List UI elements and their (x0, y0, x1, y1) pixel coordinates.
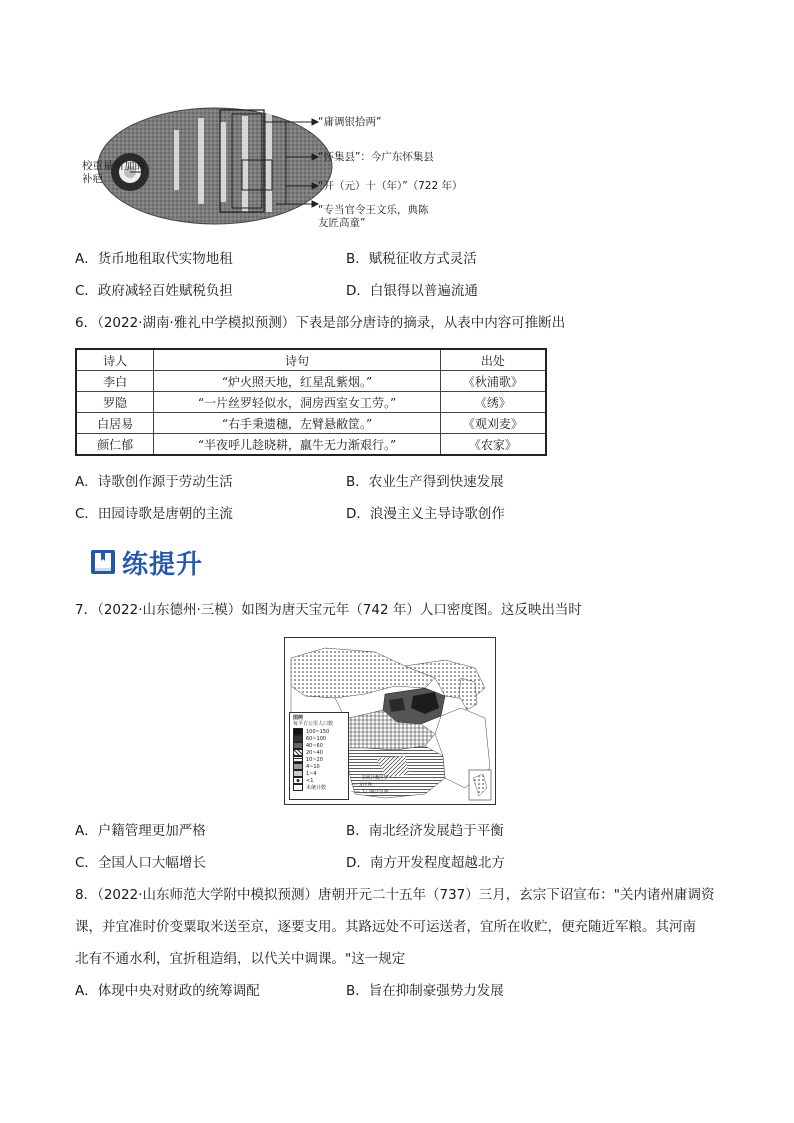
boundary-legend-3: —— 人口统计区界 (351, 790, 389, 795)
q8-option-b[interactable]: B．旨在抑制豪强势力发展 (346, 983, 504, 999)
cell-poet: 罗隐 (76, 392, 154, 413)
q6-option-c[interactable]: C．田园诗歌是唐朝的主流 (75, 506, 233, 522)
cell-source: 《秋浦歌》 (440, 371, 546, 392)
header-poet: 诗人 (76, 349, 154, 371)
q6-stem: 6．（2022·湖南·雅礼中学模拟预测）下表是部分唐诗的摘录，从表中内容可推断出 (75, 315, 566, 331)
legend-item (293, 742, 323, 749)
table-row (76, 434, 546, 456)
population-density-map (284, 637, 496, 805)
annotation-tax-silver: “庸调银拾两” (318, 116, 382, 128)
boundary-label: 分区界 (358, 783, 373, 788)
legend-swatch (293, 749, 303, 756)
q5-option-d[interactable]: D．白银得以普遍流通 (346, 283, 478, 299)
cell-poet: 白居易 (76, 413, 154, 434)
legend-label: 1~4 (306, 770, 317, 777)
legend-item (293, 763, 320, 770)
q5-option-c[interactable]: C．政府减轻百姓赋税负担 (75, 283, 233, 299)
poem-table (75, 348, 547, 456)
legend-label: <1 (306, 777, 314, 784)
cell-source: 《农家》 (440, 434, 546, 456)
section-title: 练提升 (122, 549, 204, 580)
q5-option-b[interactable]: B．赋税征收方式灵活 (346, 251, 477, 267)
cell-verse: “炉火照天地，红星乱紫烟。” (154, 371, 441, 392)
legend-item (293, 784, 326, 791)
legend-label: 40~60 (306, 742, 323, 749)
q7-option-d[interactable]: D．南方开发程度超越北方 (346, 855, 505, 871)
table-header-row (76, 349, 546, 371)
legend-label: 60~100 (306, 735, 327, 742)
silver-ingot-figure (80, 100, 500, 240)
header-source: 出处 (440, 349, 546, 371)
annotation-county: “怀集县”：今广东怀集县 (318, 151, 434, 163)
legend-item (293, 770, 317, 777)
q8-stem-line3: 北有不通水利，宜折租造绢，以代关中调课。"这一规定 (75, 951, 406, 967)
legend-item (293, 749, 323, 756)
legend-subtitle: 每平方公里人口数 (293, 721, 334, 727)
cell-source: 《观刈麦》 (440, 413, 546, 434)
section-header (90, 544, 203, 580)
legend-swatch (293, 756, 303, 763)
annotation-officials (318, 204, 428, 230)
legend-swatch (293, 777, 303, 784)
map-legend (289, 712, 349, 800)
q8-option-a[interactable]: A．体现中央对财政的统筹调配 (75, 983, 260, 999)
legend-label: 100~150 (306, 728, 330, 735)
q7-option-b[interactable]: B．南北经济发展趋于平衡 (346, 823, 504, 839)
legend-swatch (293, 742, 303, 749)
cell-source: 《绣》 (440, 392, 546, 413)
q7-stem: 7．（2022·山东德州·三模）如图为唐天宝元年（742 年）人口密度图。这反映出当时 (75, 602, 582, 618)
cell-verse: “一片丝罗轻似水，洞房西室女工劳。” (154, 392, 441, 413)
q5-option-a[interactable]: A．货币地租取代实物地租 (75, 251, 233, 267)
header-verse: 诗句 (154, 349, 441, 371)
legend-label: 未统计数 (306, 784, 327, 791)
legend-item (293, 756, 323, 763)
cell-verse: “半夜呼儿趁晓耕，羸牛无力渐艰行。” (154, 434, 441, 456)
legend-label: 4~10 (306, 763, 320, 770)
cell-poet: 李白 (76, 371, 154, 392)
legend-item (293, 735, 326, 742)
boundary-legend-2: -·-· 分区界 (351, 783, 373, 788)
legend-swatch (293, 763, 303, 770)
book-icon (90, 549, 116, 575)
annotation-officials-line2: 友匠高童” (318, 217, 366, 229)
table-row (76, 371, 546, 392)
legend-label: 20~40 (306, 749, 323, 756)
annotation-year: “开（元）十（年）”（722 年） (318, 180, 463, 192)
table-row (76, 392, 546, 413)
annotation-officials-line1: “专当官令王文乐，典陈 (318, 204, 429, 216)
annotation-patch-line1: 校重量所加的 (82, 160, 145, 172)
q7-option-a[interactable]: A．户籍管理更加严格 (75, 823, 206, 839)
q6-option-d[interactable]: D．浪漫主义主导诗歌创作 (346, 506, 505, 522)
annotation-patch-line2: 补疤 (82, 173, 103, 185)
table-row (76, 413, 546, 434)
q6-option-a[interactable]: A．诗歌创作源于劳动生活 (75, 474, 233, 490)
legend-label: 10~20 (306, 756, 323, 763)
annotation-patch (82, 160, 145, 186)
legend-swatch (293, 735, 303, 742)
legend-item (293, 777, 313, 784)
boundary-label: 未统计数区界 (361, 776, 389, 781)
legend-title: 图例 (293, 715, 304, 721)
cell-verse: “右手秉遗穗，左臂悬敝筐。” (154, 413, 441, 434)
q7-option-c[interactable]: C．全国人口大幅增长 (75, 855, 206, 871)
legend-swatch (293, 728, 303, 735)
boundary-legend-1: ⋯⋯ 未统计数区界 (351, 776, 389, 781)
legend-swatch (293, 784, 303, 791)
q6-option-b[interactable]: B．农业生产得到快速发展 (346, 474, 504, 490)
q8-stem-line2: 课，并宜准时价变粟取米送至京，逐要支用。其路远处不可运送者，宜所在收贮，便充随近军粮。其河南 (75, 919, 696, 935)
q8-stem-line1: 8．（2022·山东师范大学附中模拟预测）唐朝开元二十五年（737）三月，玄宗下诏宣布："关内诸州庸调资 (75, 887, 715, 903)
cell-poet: 颜仁郁 (76, 434, 154, 456)
boundary-label: 人口统计区界 (361, 790, 389, 795)
legend-item (293, 728, 329, 735)
legend-swatch (293, 770, 303, 777)
